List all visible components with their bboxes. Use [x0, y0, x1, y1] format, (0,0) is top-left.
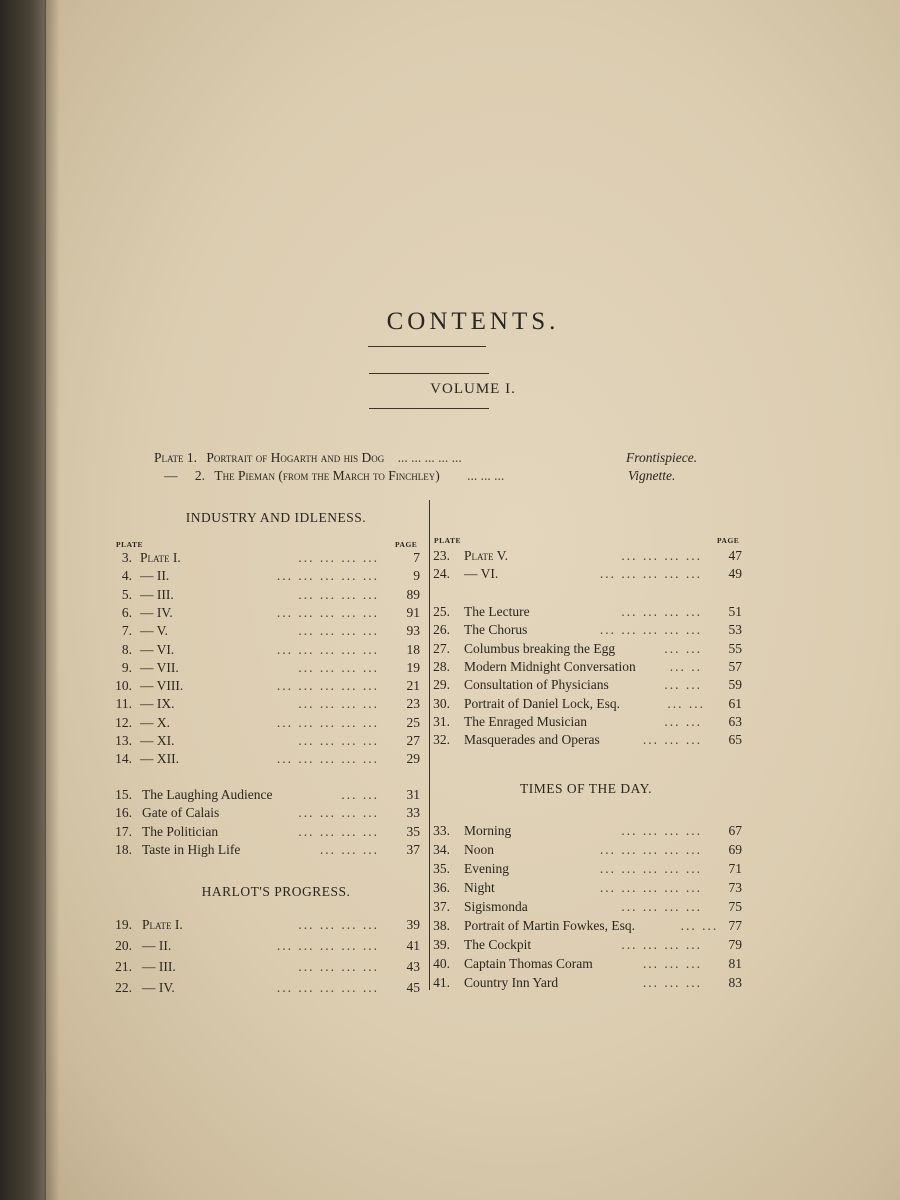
volume-rule-bottom	[369, 408, 489, 409]
page-number: 29	[406, 751, 420, 767]
page-number: 35	[406, 823, 420, 839]
plate-number: 11.	[115, 696, 132, 712]
plate-number: 17.	[115, 823, 132, 839]
toc-row	[46, 841, 900, 859]
entry-title: Consultation of Physicians	[464, 677, 609, 693]
leader-dots: ... ... ... ... ...	[276, 714, 379, 730]
leader-dots: ... ... ... ...	[298, 623, 379, 639]
plate-number: 5.	[121, 586, 132, 602]
plate-number: 37.	[433, 899, 450, 914]
plate-number: 31.	[433, 713, 450, 729]
page-number: 91	[406, 604, 420, 620]
page-number: 55	[728, 640, 742, 656]
entry-title: Plate I.	[142, 917, 183, 932]
section-harlot-heading: HARLOT'S PROGRESS.	[201, 884, 351, 899]
leader-dots: ... ... ...	[642, 956, 702, 971]
leader-dots: ... ...	[664, 677, 702, 693]
page-number: 41	[406, 938, 420, 953]
leader-dots: ... ... ...	[319, 841, 379, 857]
page-number: 65	[728, 732, 742, 748]
plate-number: 15.	[115, 787, 132, 802]
plate-number: 27.	[433, 640, 450, 656]
entry-title: — VI.	[464, 566, 499, 582]
entry-title: Plate I.	[140, 550, 181, 565]
entry-title: The Enraged Musician	[464, 713, 587, 729]
toc-row	[46, 676, 900, 694]
plate-number: 14.	[115, 751, 132, 767]
entry-title: The Lecture	[464, 604, 530, 619]
plate-number: 16.	[115, 805, 132, 821]
plate-number: 40.	[433, 956, 450, 971]
contents-page	[46, 0, 900, 1200]
page-number: 25	[406, 714, 420, 730]
page-number: 67	[728, 823, 742, 838]
page-number: 71	[728, 861, 742, 876]
plate-number: 28.	[433, 658, 450, 674]
page-number: 37	[406, 841, 420, 857]
page-number: 7	[413, 550, 420, 565]
plate-number: 23.	[433, 548, 450, 563]
page-title: CONTENTS.	[386, 308, 560, 335]
section-industry-heading: INDUSTRY AND IDLENESS.	[185, 510, 367, 525]
leader-dots: ... ... ... ... ...	[276, 568, 379, 584]
entry-title: Captain Thomas Coram	[464, 956, 593, 971]
plate-number: 29.	[433, 677, 450, 693]
front-plate-1: Plate 1. Portrait of Hogarth and his Dog ... ... ... ... ...	[154, 450, 462, 465]
leader-dots: ... ...	[667, 695, 706, 711]
entry-title: — VII.	[140, 659, 179, 675]
entry-title: — VIII.	[140, 678, 184, 694]
entry-title: — XII.	[140, 751, 179, 767]
plate-number: 36.	[433, 880, 450, 895]
page-number: 43	[406, 959, 420, 974]
plate-number: 4.	[121, 568, 132, 584]
leader-dots: ... ... ... ...	[621, 899, 702, 914]
entry-title: Masquerades and Operas	[464, 732, 600, 748]
page-number: 47	[728, 548, 742, 563]
leader-dots: ... ... ... ...	[298, 586, 379, 602]
page-number: 83	[728, 975, 742, 990]
toc-row	[46, 804, 900, 822]
entry-title: Country Inn Yard	[464, 975, 559, 990]
toc-row	[46, 936, 900, 954]
plate-number: 6.	[121, 604, 132, 620]
entry-title: The Laughing Audience	[142, 787, 273, 802]
page-number: 9	[413, 568, 420, 584]
leader-dots: ... ... ... ... ...	[276, 604, 379, 620]
entry-title: Plate V.	[464, 548, 509, 563]
leader-dots: ... ... ...	[642, 732, 702, 748]
plate-number: 20.	[115, 938, 132, 953]
toc-row	[46, 974, 900, 992]
left-page-header: PAGE	[395, 540, 418, 549]
toc-row	[46, 603, 900, 621]
leader-dots: ... ... ... ...	[621, 823, 702, 838]
page-number: 21	[406, 678, 420, 694]
toc-row	[46, 640, 900, 658]
leader-dots: ... ...	[664, 640, 702, 656]
front-plate-2: — 2. The Pieman (from the March to Finchley) ... ... ...	[164, 468, 505, 483]
toc-row	[46, 750, 900, 768]
entry-title: — X.	[140, 714, 170, 730]
plate-number: 34.	[433, 842, 450, 857]
leader-dots: ... ... ... ...	[298, 959, 379, 974]
leader-dots: ... ...	[680, 918, 719, 933]
plate-number: 12.	[115, 714, 132, 730]
leader-dots: ... ... ... ... ...	[276, 938, 379, 953]
leader-dots: ... ... ... ... ...	[276, 678, 379, 694]
entry-title: The Politician	[142, 823, 219, 839]
plate-number: 9.	[121, 659, 132, 675]
entry-title: — II.	[140, 568, 170, 584]
page-number: 61	[728, 695, 742, 711]
page-number: 93	[406, 623, 420, 639]
entry-title: Modern Midnight Conversation	[464, 658, 636, 674]
plate-number: 25.	[433, 604, 450, 619]
right-plate-header: PLATE	[434, 536, 461, 545]
entry-title: — VI.	[140, 641, 175, 657]
section-times-heading: TIMES OF THE DAY.	[519, 781, 653, 796]
entry-title: — IV.	[140, 604, 173, 620]
toc-row	[46, 917, 900, 935]
page-number: 39	[406, 917, 420, 932]
page-number: 51	[728, 604, 742, 619]
page-number: 27	[406, 733, 420, 748]
toc-row	[46, 713, 900, 731]
entry-title: Noon	[464, 842, 494, 857]
leader-dots: ... ..	[669, 658, 702, 674]
entry-title: Sigismonda	[464, 899, 528, 914]
page-number: 23	[406, 696, 420, 712]
entry-title: Portrait of Martin Fowkes, Esq.	[464, 918, 635, 933]
toc-row	[46, 786, 900, 804]
plate-number: 19.	[115, 917, 132, 932]
entry-title: — IV.	[142, 980, 175, 995]
page-number: 77	[728, 918, 742, 933]
entry-title: Taste in High Life	[142, 841, 241, 857]
page-number: 33	[406, 805, 420, 821]
entry-title: Portrait of Daniel Lock, Esq.	[464, 695, 620, 711]
page-number: 45	[406, 980, 420, 995]
page-number: 18	[406, 641, 420, 657]
plate-number: 18.	[115, 841, 132, 857]
entry-title: — III.	[140, 586, 174, 602]
entry-title: Night	[464, 880, 495, 895]
leader-dots: ... ... ... ...	[621, 604, 702, 619]
volume-heading: VOLUME I.	[430, 381, 516, 397]
page-number: 73	[728, 880, 742, 895]
leader-dots: ... ... ... ...	[298, 917, 379, 932]
plate-number: 21.	[115, 959, 132, 974]
toc-row	[46, 586, 900, 604]
page-number: 19	[406, 659, 420, 675]
leader-dots: ... ... ... ...	[298, 659, 379, 675]
entry-title: — XI.	[140, 733, 175, 748]
entry-title: The Chorus	[464, 622, 528, 638]
leader-dots: ... ... ... ... ...	[599, 842, 702, 857]
leader-dots: ... ... ... ... ...	[599, 622, 702, 638]
toc-row	[46, 547, 900, 565]
plate-number: 26.	[433, 622, 450, 638]
entry-title: Morning	[464, 823, 512, 838]
entry-title: — III.	[142, 959, 176, 974]
plate-number: 32.	[433, 732, 450, 748]
entry-title: — II.	[142, 938, 172, 953]
plate-number: 10.	[115, 678, 132, 694]
leader-dots: ... ... ... ...	[621, 548, 702, 563]
toc-row	[46, 658, 900, 676]
page-number: 75	[728, 899, 742, 914]
leader-dots: ... ... ...	[642, 975, 702, 990]
toc-row	[46, 695, 900, 713]
page-number: 81	[728, 956, 742, 971]
entry-title: Evening	[464, 861, 509, 876]
entry-title: — V.	[140, 623, 169, 639]
page-number: 59	[728, 677, 742, 693]
leader-dots: ... ... ... ...	[298, 805, 379, 821]
title-rule	[368, 346, 486, 347]
front-plate-1-page: Frontispiece.	[626, 450, 698, 465]
leader-dots: ... ... ... ... ...	[599, 861, 702, 876]
entry-title: Columbus breaking the Egg	[464, 640, 616, 656]
page-number: 63	[728, 713, 742, 729]
page-number: 49	[728, 566, 742, 582]
left-plate-header: PLATE	[116, 540, 143, 549]
page-number: 57	[728, 658, 742, 674]
toc-row	[46, 955, 900, 973]
toc-row	[46, 731, 900, 749]
leader-dots: ... ... ... ...	[298, 696, 379, 712]
toc-row	[46, 822, 900, 840]
plate-number: 13.	[115, 733, 132, 748]
plate-number: 41.	[433, 975, 450, 990]
plate-number: 38.	[433, 918, 450, 933]
plate-number: 7.	[121, 623, 132, 639]
leader-dots: ... ...	[664, 713, 702, 729]
leader-dots: ... ... ... ... ...	[276, 751, 379, 767]
entry-title: Gate of Calais	[142, 805, 220, 821]
leader-dots: ... ... ... ... ...	[599, 566, 702, 582]
leader-dots: ... ... ... ... ...	[276, 980, 379, 995]
leader-dots: ... ... ... ...	[298, 823, 379, 839]
page-number: 53	[728, 622, 742, 638]
right-page-header: PAGE	[717, 536, 740, 545]
plate-number: 33.	[433, 823, 450, 838]
volume-rule-top	[369, 373, 489, 374]
page-number: 79	[728, 937, 742, 952]
toc-row	[46, 860, 900, 878]
front-plate-2-page: Vignette.	[628, 468, 676, 483]
plate-number: 30.	[433, 695, 450, 711]
plate-number: 35.	[433, 861, 450, 876]
page-number: 89	[406, 586, 420, 602]
toc-row	[46, 621, 900, 639]
leader-dots: ... ... ... ...	[298, 550, 379, 565]
toc-row	[46, 879, 900, 897]
leader-dots: ... ... ... ... ...	[599, 880, 702, 895]
page-number: 31	[406, 787, 420, 802]
leader-dots: ... ... ... ... ...	[276, 641, 379, 657]
entry-title: — IX.	[140, 696, 175, 712]
toc-row	[46, 565, 900, 583]
plate-number: 39.	[433, 937, 450, 952]
leader-dots: ... ...	[341, 787, 379, 802]
leader-dots: ... ... ... ...	[621, 937, 702, 952]
plate-number: 8.	[121, 641, 132, 657]
plate-number: 3.	[121, 550, 132, 565]
leader-dots: ... ... ... ...	[298, 733, 379, 748]
page-number: 69	[728, 842, 742, 857]
plate-number: 22.	[115, 980, 132, 995]
toc-row	[46, 898, 900, 916]
entry-title: The Cockpit	[464, 937, 532, 952]
plate-number: 24.	[433, 566, 450, 582]
